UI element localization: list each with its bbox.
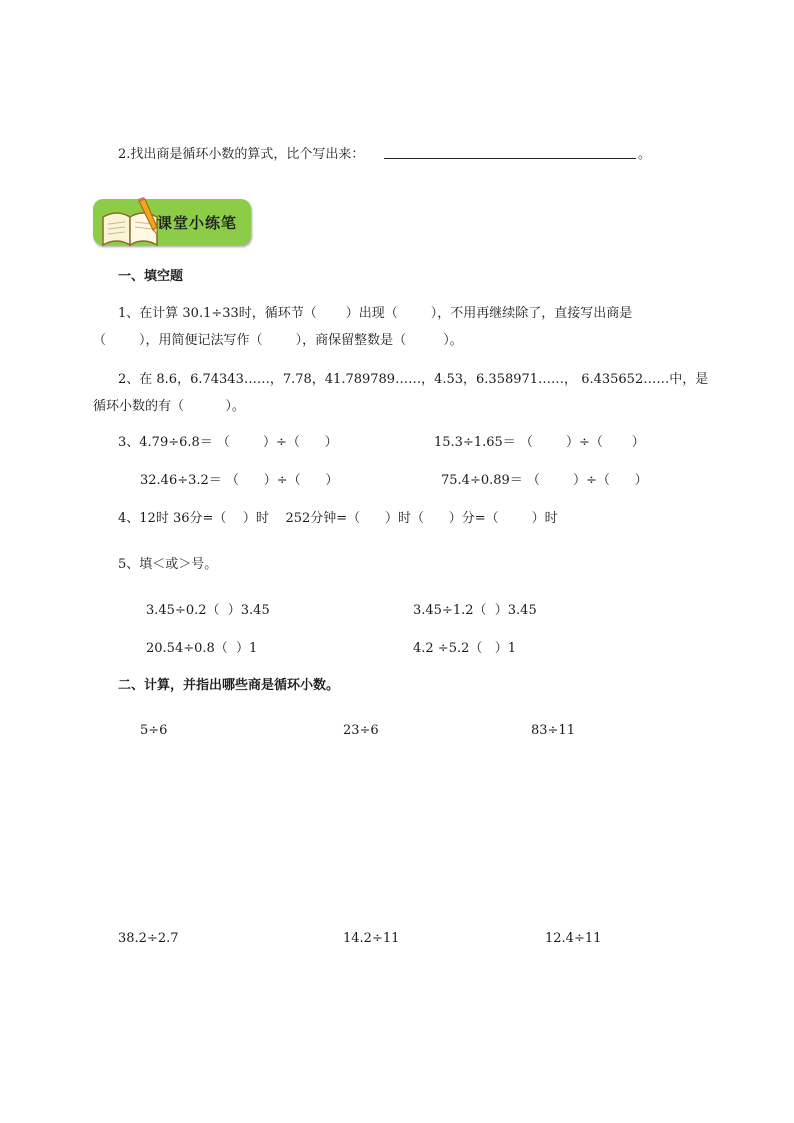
question-3-row-2-left: 32.46÷3.2＝ （ ）÷（ ）	[140, 473, 339, 488]
question-4: 4、12时 36分=（ ）时 252分钟=（ ）时（ ）分=（ ）时	[118, 511, 558, 526]
section-1-title: 一、填空题	[118, 269, 184, 284]
calc-problem: 38.2÷2.7	[118, 931, 179, 946]
section-2-title: 二、计算，并指出哪些商是循环小数。	[118, 678, 340, 693]
compare-item: 3.45÷0.2（ ）3.45	[146, 603, 270, 618]
calc-problem: 23÷6	[343, 723, 379, 738]
question-2-line-1: 2、在 8.6，6.74343……，7.78，41.789789……，4.53，6.358971……， 6.435652……中，是	[118, 372, 709, 387]
question-3-row-1-right: 15.3÷1.65＝ （ ）÷（ ）	[434, 435, 645, 450]
answer-blank-line[interactable]	[384, 158, 636, 159]
question-1-line-1: 1、在计算 30.1÷33时，循环节（ ）出现（ ），不用再继续除了，直接写出商是	[118, 306, 633, 321]
question-2-end-mark: 。	[638, 147, 652, 162]
calc-problem: 5÷6	[140, 723, 168, 738]
calc-problem: 12.4÷11	[545, 931, 602, 946]
calc-problem: 83÷11	[531, 723, 575, 738]
question-2-find-repeating: 2.找出商是循环小数的算式，比个写出来：	[118, 147, 365, 162]
section-badge-label: 课堂小练笔	[157, 214, 238, 232]
compare-item: 3.45÷1.2（ ）3.45	[413, 603, 537, 618]
compare-item: 4.2 ÷5.2（ ）1	[413, 641, 517, 656]
question-3-row-2-right: 75.4÷0.89＝ （ ）÷（ ）	[441, 473, 648, 488]
question-1-line-2: （ ），用简便记法写作（ ），商保留整数是（ ）。	[93, 333, 463, 348]
calc-problem: 14.2÷11	[343, 931, 400, 946]
compare-item: 20.54÷0.8（ ）1	[146, 641, 258, 656]
question-2-line-2: 循环小数的有（ ）。	[93, 399, 245, 414]
open-book-pencil-icon	[99, 197, 161, 249]
question-5-title: 5、填＜或＞号。	[118, 557, 218, 572]
section-badge	[93, 199, 251, 245]
question-3-row-1-left: 3、4.79÷6.8＝ （ ）÷（ ）	[118, 435, 338, 450]
